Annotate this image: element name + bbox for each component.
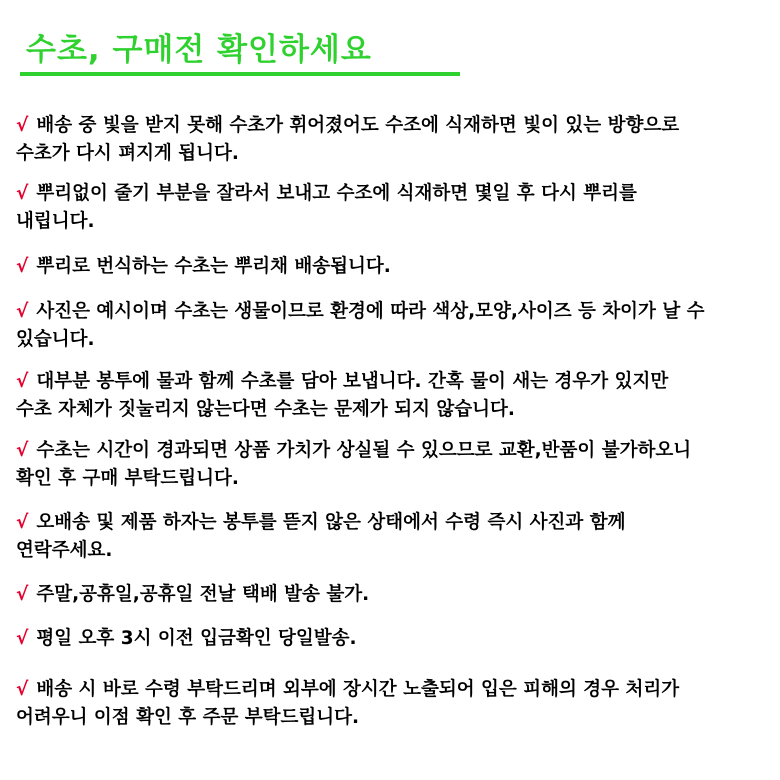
notice-line — [16, 437, 766, 465]
notice-text-continued: 연락주세요. — [16, 540, 113, 561]
notice-text: 뿌리없이 줄기 부분을 잘라서 보내고 수조에 식재하면 몇일 후 다시 뿌리를 — [36, 183, 637, 204]
notice-text: 사진은 예시이며 수초는 생물이므로 환경에 따라 색상,모양,사이즈 등 차이가 날 수 — [36, 301, 705, 322]
notice-text: 수초는 시간이 경과되면 상품 가치가 상실될 수 있으므로 교환,반품이 불가하오니 — [36, 440, 692, 461]
check-mark-icon: √ — [16, 115, 29, 136]
notice-line — [16, 625, 766, 653]
notice-line — [16, 180, 766, 208]
notice-item — [16, 676, 766, 732]
notice-item — [16, 581, 766, 609]
notice-item — [16, 112, 766, 168]
notice-text-continued: 어려우니 이점 확인 후 주문 부탁드립니다. — [16, 707, 360, 728]
check-mark-icon: √ — [16, 440, 29, 461]
notice-line — [16, 253, 766, 281]
notice-line — [16, 676, 766, 704]
notice-item — [16, 253, 766, 281]
check-mark-icon: √ — [16, 183, 29, 204]
notice-text: 평일 오후 3시 이전 입금확인 당일발송. — [36, 628, 357, 649]
header — [20, 30, 372, 70]
notice-text: 배송 중 빛을 받지 못해 수초가 휘어졌어도 수조에 식재하면 빛이 있는 방향으로 — [36, 115, 680, 136]
notice-text-continued: 수초가 다시 펴지게 됩니다. — [16, 143, 239, 164]
notice-item — [16, 509, 766, 565]
page-title: 수초, 구매전 확인하세요 — [26, 32, 372, 68]
notice-text-continued: 수초 자체가 짓눌리지 않는다면 수초는 문제가 되지 않습니다. — [16, 399, 515, 420]
notice-item — [16, 437, 766, 493]
notice-text-continued: 있습니다. — [16, 329, 95, 350]
check-mark-icon: √ — [16, 301, 29, 322]
check-mark-icon: √ — [16, 512, 29, 533]
notice-line — [16, 112, 766, 140]
notice-item — [16, 625, 766, 653]
check-mark-icon: √ — [16, 584, 29, 605]
check-mark-icon: √ — [16, 256, 29, 277]
check-mark-icon: √ — [16, 679, 29, 700]
notice-text-continued: 내립니다. — [16, 211, 95, 232]
notice-item — [16, 298, 766, 354]
notice-item — [16, 180, 766, 236]
notice-text: 배송 시 바로 수령 부탁드리며 외부에 장시간 노출되어 입은 피해의 경우 처리가 — [36, 679, 680, 700]
notice-text: 주말,공휴일,공휴일 전날 택배 발송 불가. — [36, 584, 370, 605]
notice-text: 뿌리로 번식하는 수초는 뿌리채 배송됩니다. — [36, 256, 391, 277]
notice-text: 오배송 및 제품 하자는 봉투를 뜯지 않은 상태에서 수령 즉시 사진과 함께 — [36, 512, 626, 533]
check-mark-icon: √ — [16, 371, 29, 392]
notice-item — [16, 368, 766, 424]
check-mark-icon: √ — [16, 628, 29, 649]
notice-line — [16, 581, 766, 609]
notice-line — [16, 368, 766, 396]
notice-text: 대부분 봉투에 물과 함께 수초를 담아 보냅니다. 간혹 물이 새는 경우가 있지만 — [36, 371, 669, 392]
notice-line — [16, 509, 766, 537]
notice-line — [16, 298, 766, 326]
title-underline — [20, 72, 460, 76]
notice-text-continued: 확인 후 구매 부탁드립니다. — [16, 468, 239, 489]
